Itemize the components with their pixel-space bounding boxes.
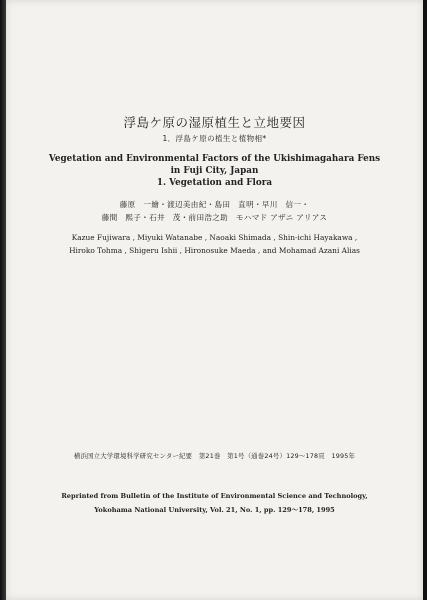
japanese-authors-line-1: 藤原 一繪・渡辺美由紀・島田 直明・早川 信一・ — [119, 200, 310, 209]
english-title-line-3: 1. Vegetation and Flora — [156, 178, 273, 188]
english-authors-line-1: Kazue Fujiwara , Miyuki Watanabe , Naoaki Shimada , Shin-ichi Hayakawa , — [71, 233, 358, 242]
journal-citation-japanese: 横浜国立大学環境科学研究センター紀要 第21巻 第1号（通巻24号）129〜178頁 1995年 — [73, 452, 356, 460]
english-title-line-2: in Fuji City, Japan — [170, 166, 259, 176]
scan-right-edge — [423, 0, 427, 600]
reprint-notice-line-2: Yokohama National University, Vol. 21, No. 1, pp. 129〜178, 1995 — [94, 506, 335, 514]
japanese-authors-line-2: 藤間 熙子・石井 茂・前田浩之助 モハマド アザニ アリアス — [101, 213, 328, 222]
english-authors-line-2: Hiroko Tohma , Shigeru Ishii , Hironosuke Maeda , and Mohamad Azani Alias — [69, 246, 360, 255]
reprint-notice-line-1: Reprinted from Bulletin of the Institute of Environmental Science and Technology, — [61, 492, 368, 500]
japanese-title: 浮島ケ原の湿原植生と立地要因 — [123, 115, 306, 130]
japanese-subtitle: 1．浮島ケ原の植生と植物相* — [162, 134, 267, 143]
document-page — [6, 0, 423, 600]
english-title-line-1: Vegetation and Environmental Factors of the Ukishimagahara Fens — [48, 154, 381, 164]
